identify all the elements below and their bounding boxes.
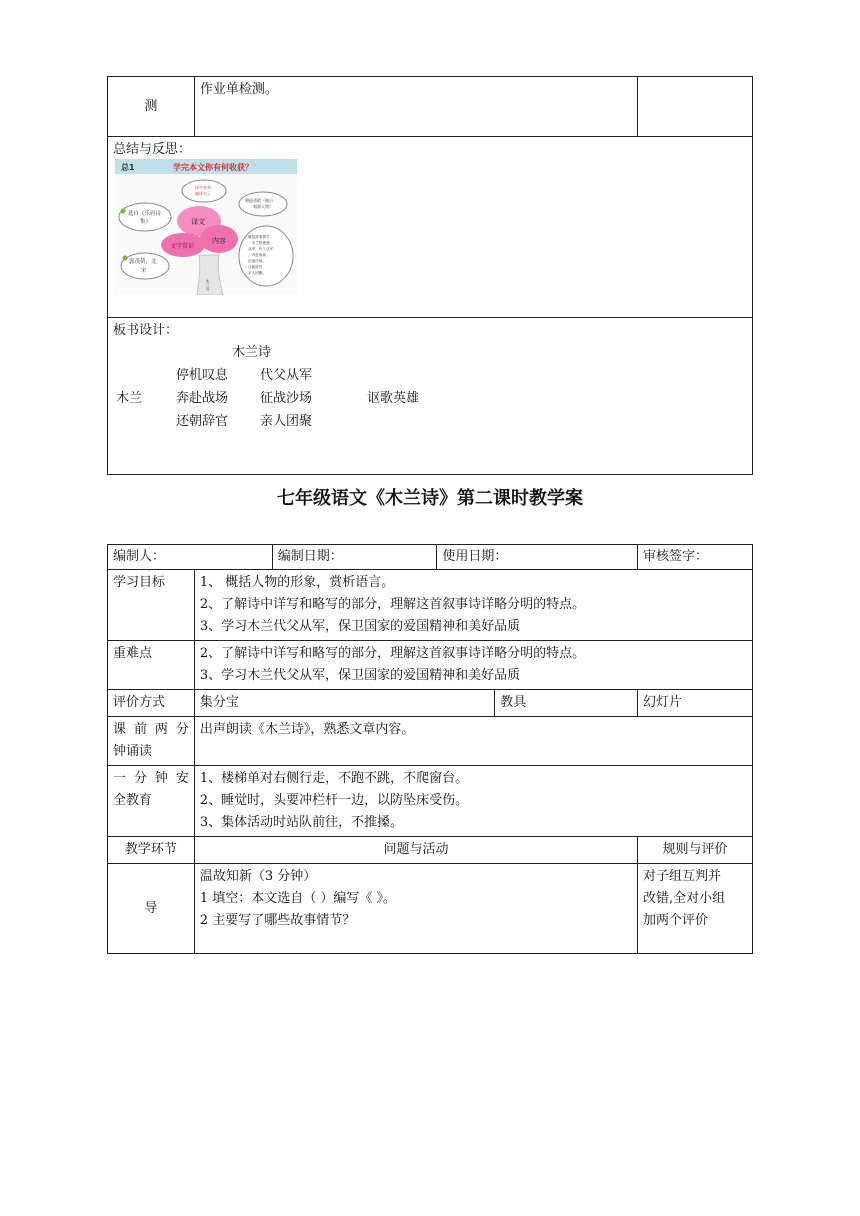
goals-label: 学习目标 <box>108 570 195 641</box>
bubble-source-line1: 选自《乐府诗 <box>128 211 162 217</box>
board-row2-left: 奔赴战场 <box>176 391 229 406</box>
bubble-author-line1: 郭茂倩，北 <box>129 259 157 265</box>
column-activity: 问题与活动 <box>194 837 637 864</box>
leaf-mark <box>121 209 126 214</box>
guide-line: 1 填空：本文选自（ ）编写《 》。 <box>199 891 397 906</box>
row-content-test: 作业单检测。 <box>194 77 637 137</box>
header-author: 编制人： <box>108 545 273 570</box>
guide-activity <box>194 864 637 954</box>
guide-line: 温故知新（3 分钟） <box>199 869 317 884</box>
bubble-content-line3: 从军、代父从军 <box>248 247 274 251</box>
guide-rules <box>638 864 753 954</box>
safety-item: 1、楼梯单对右侧行走，不跑不跳，不爬窗台。 <box>199 771 469 786</box>
board-row3-left: 还朝辞官 <box>176 414 229 429</box>
safety-item: 2、睡觉时，头要冲栏杆一边，以防坠床受伤。 <box>199 793 469 808</box>
bubble-content-line4: 、奔赴战场、 <box>248 253 270 257</box>
header-review: 审核签字： <box>638 545 753 570</box>
tools-label: 教具 <box>495 690 638 717</box>
keypoint-item: 2、了解诗中详写和略写的部分，理解这首叙事诗详略分明的特点。 <box>199 646 586 661</box>
bubble-content-line1: 概括故事情节 <box>248 235 270 239</box>
summary-label: 总结与反思： <box>113 142 192 157</box>
lesson-plan-table <box>107 544 753 954</box>
keypoints-label: 重难点 <box>108 641 195 690</box>
bubble-theme-line2: 刻画人物） <box>253 204 273 209</box>
bubble-content-line6: 还朝辞官、 <box>248 265 266 269</box>
tree-trunk-label: 木兰诗 <box>205 279 211 291</box>
board-row1-right: 代父从军 <box>260 368 313 383</box>
row-label-test: 测 <box>108 77 195 137</box>
keypoint-item: 3、学习木兰代父从军，保卫国家的爱国精神和美好品质 <box>199 668 521 683</box>
bubble-words-line2: 翻译句子 <box>195 191 211 196</box>
page-title: 七年级语文《木兰诗》第二课时教学案 <box>277 488 583 509</box>
mindmap-header-question: 学完本文你有何收获？ <box>173 163 253 172</box>
tools-value: 幻灯片 <box>638 690 753 717</box>
bubble-author-line2: 宋 <box>141 268 147 274</box>
board-row3-right: 亲人团聚 <box>260 414 313 429</box>
safety-item: 3、集体活动时站队前往，不推搡。 <box>199 815 404 830</box>
board-design-cell <box>108 318 753 475</box>
bubble-author <box>121 253 169 279</box>
circle-literary-label: 文学常识 <box>170 243 195 250</box>
goal-item: 2、了解诗中详写和略写的部分，理解这首叙事诗详略分明的特点。 <box>199 597 586 612</box>
row-empty-cell <box>638 77 753 137</box>
keypoints-content <box>194 641 752 690</box>
board-label: 板书设计： <box>113 323 179 338</box>
safety-label-line1: 一分钟安 <box>113 771 189 786</box>
recite-value: 出声朗读《木兰诗》，熟悉文章内容。 <box>194 717 752 766</box>
board-right-label: 讴歌英雄 <box>367 391 420 406</box>
guide-rule-line: 改错,全对小组 <box>643 891 726 906</box>
safety-label-line2: 全教育 <box>113 793 153 808</box>
guide-line: 2 主要写了哪些故事情节？ <box>199 913 356 928</box>
goal-item: 3、学习木兰代父从军，保卫国家的爱国精神和美好品质 <box>199 619 521 634</box>
bubble-theme-line1: 塑造勇敢（擅自 <box>245 198 273 203</box>
circle-content-label: 内容 <box>212 237 226 245</box>
safety-label <box>108 766 195 837</box>
recite-label <box>108 717 195 766</box>
guide-stage: 导 <box>108 864 195 954</box>
bubble-words-line1: 读字音和 <box>195 185 211 190</box>
mindmap-header-num: 总1 <box>121 163 135 172</box>
column-stage: 教学环节 <box>108 837 195 864</box>
leaf-mark <box>123 256 128 261</box>
bubble-source-line2: 集》 <box>140 219 152 225</box>
recite-label-line1: 课前两分 <box>113 722 189 737</box>
goal-item: 1、 概括人物的形象，赏析语言。 <box>199 575 395 590</box>
goals-content <box>194 570 752 641</box>
bubble-content-line7: 亲人团聚。 <box>248 271 266 275</box>
board-title: 木兰诗 <box>232 345 272 360</box>
recite-label-line2: 钟诵读 <box>113 744 153 759</box>
header-date: 编制日期： <box>272 545 437 570</box>
bubble-source <box>119 203 171 231</box>
board-row1-left: 停机叹息 <box>176 368 229 383</box>
guide-rule-line: 对子组互判并 <box>643 869 722 884</box>
bubble-content-line5: 征战沙场、 <box>248 259 266 263</box>
board-row2-right: 征战沙场 <box>260 391 313 406</box>
mindmap-image <box>115 159 297 295</box>
guide-rule-line: 加两个评价 <box>643 913 709 928</box>
column-rules: 规则与评价 <box>638 837 753 864</box>
top-table <box>107 76 753 475</box>
summary-cell <box>108 137 753 318</box>
header-use-date: 使用日期： <box>437 545 638 570</box>
eval-label: 评价方式 <box>108 690 195 717</box>
eval-value: 集分宝 <box>194 690 494 717</box>
circle-translate-label: 译文 <box>191 218 205 226</box>
board-left-label: 木兰 <box>116 391 143 406</box>
safety-content <box>194 766 752 837</box>
bubble-content-line2: ：木兰替爸爸 <box>248 241 270 245</box>
